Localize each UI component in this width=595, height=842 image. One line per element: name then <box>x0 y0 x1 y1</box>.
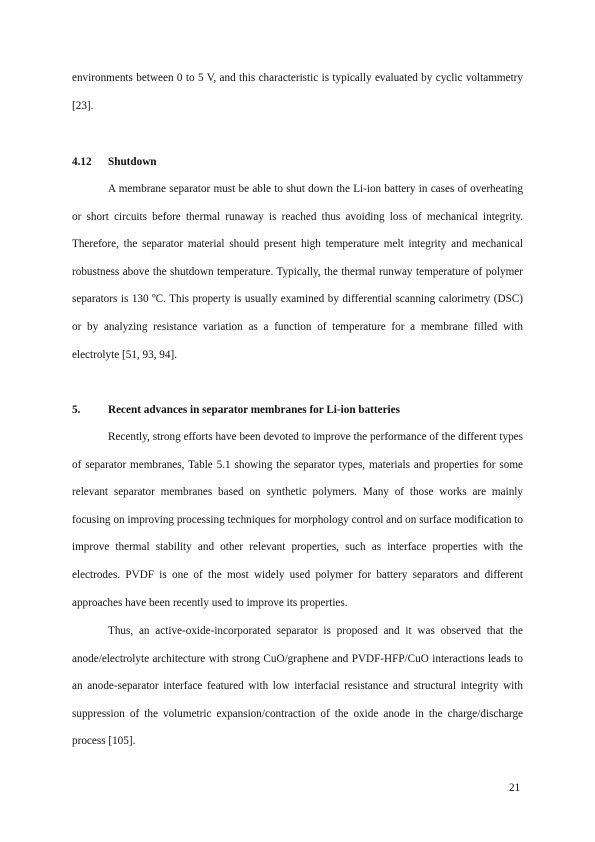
section-number: 5. <box>72 404 81 416</box>
section-heading-recent-advances <box>72 397 523 425</box>
section-number: 4.12 <box>72 156 92 168</box>
paragraph-shutdown: A membrane separator must be able to shut down the Li-ion battery in cases of overheating or short circuits before thermal runaway is reached thus avoiding loss of mechanical integrity. Therefore, the separator material should present high temperature melt integrity and mechanical robustness above the shutdown temperature. Typically, the thermal runway temperature of polymer separators is 130 ºC. This property is usually examined by differential scanning calorimetry (DSC) or by analyzing resistance variation as a function of temperature for a membrane filled with electrolyte [51, 93, 94]. <box>72 183 523 361</box>
section-title: Shutdown <box>108 156 157 168</box>
section-heading-shutdown <box>72 149 523 177</box>
section-title: Recent advances in separator membranes for Li-ion batteries <box>108 404 400 416</box>
page-number: 21 <box>509 782 521 794</box>
paragraph-cyclic-voltammetry: environments between 0 to 5 V, and this characteristic is typically evaluated by cyclic voltammetry [23]. <box>72 72 523 112</box>
paragraph-active-oxide-separator: Thus, an active-oxide-incorporated separator is proposed and it was observed that the anode/electrolyte architecture with strong CuO/graphene and PVDF-HFP/CuO interactions leads to an anode-separator interface featured with low interfacial resistance and structural integrity with suppression of the volumetric expansion/contraction of the oxide anode in the charge/discharge process [105]. <box>72 625 523 748</box>
paragraph-recent-advances: Recently, strong efforts have been devoted to improve the performance of the different types of separator membranes, Table 5.1 showing the separator types, materials and properties for some relevant separator membranes based on synthetic polymers. Many of those works are mainly focusing on improving processing techniques for morphology control and on surface modification to improve thermal stability and other relevant properties, such as interface properties with the electrodes. PVDF is one of the most widely used polymer for battery separators and different approaches have been recently used to improve its properties. <box>72 431 523 609</box>
